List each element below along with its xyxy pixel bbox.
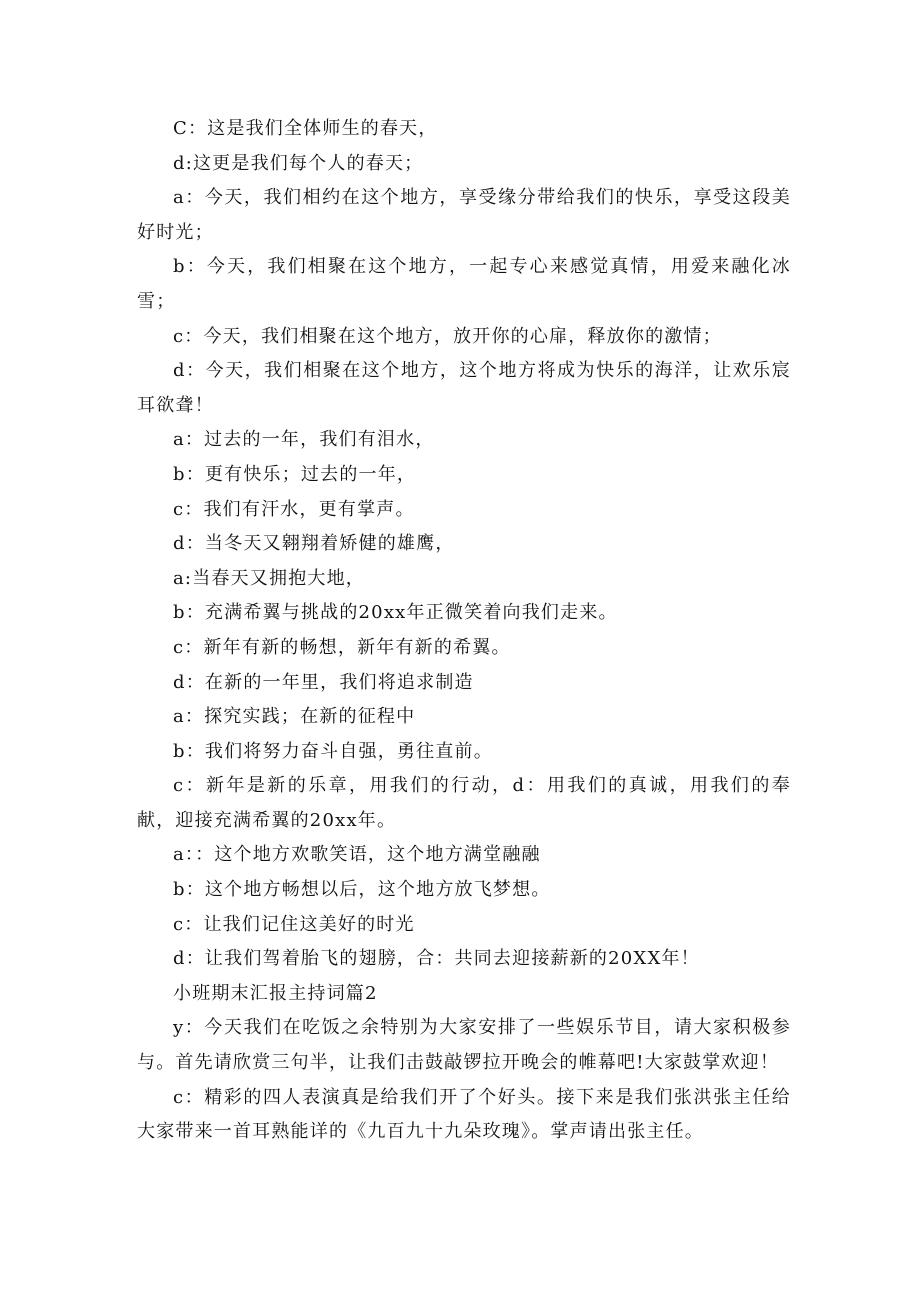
paragraph: C：这是我们全体师生的春天， xyxy=(173,118,438,139)
paragraph: d：当冬天又翱翔着矫健的雄鹰， xyxy=(173,533,455,555)
paragraph: a:当春天又拥抱大地， xyxy=(173,567,365,589)
paragraph: c：新年有新的畅想，新年有新的希翼。 xyxy=(173,636,511,658)
paragraph: c：我们有汗水，更有掌声。 xyxy=(173,498,415,520)
paragraph: d：在新的一年里，我们将追求制造 xyxy=(173,671,474,693)
paragraph: c：今天，我们相聚在这个地方，放开你的心扉，释放你的激情； xyxy=(173,325,722,347)
paragraph: a：：这个地方欢歌笑语，这个地方满堂融融 xyxy=(173,844,541,866)
paragraph: b：这个地方畅想以后，这个地方放飞梦想。 xyxy=(173,879,551,901)
paragraph: a：今天，我们相约在这个地方，享受缘分带给我们的快乐，享受这段美好时光； xyxy=(137,187,791,243)
section-heading: 小班期末汇报主持词篇2 xyxy=(173,982,378,1004)
paragraph: d：今天，我们相聚在这个地方，这个地方将成为快乐的海洋，让欢乐宸耳欲聋！ xyxy=(137,360,791,416)
paragraph: y：今天我们在吃饭之余特别为大家安排了一些娱乐节目，请大家积极参与。首先请欣赏三句半，让我们击鼓敲锣拉开晚会的帷幕吧!大家鼓掌欢迎！ xyxy=(137,1017,791,1074)
paragraph: a：过去的一年，我们有泪水， xyxy=(173,429,435,451)
paragraph: b：更有快乐；过去的一年， xyxy=(173,463,417,485)
paragraph: b：今天，我们相聚在这个地方，一起专心来感觉真情，用爱来融化冰雪； xyxy=(137,256,791,312)
paragraph: c：新年是新的乐章，用我们的行动，d：用我们的真诚，用我们的奉献，迎接充满希翼的20xx年。 xyxy=(137,775,791,831)
paragraph: c：让我们记住这美好的时光 xyxy=(173,913,415,935)
paragraph: a：探究实践；在新的征程中 xyxy=(173,706,416,728)
document-body xyxy=(137,112,791,1150)
paragraph: c：精彩的四人表演真是给我们开了个好头。接下来是我们张洪张主任给大家带来一首耳熟能详的《九百九十九朵玫瑰》。掌声请出张主任。 xyxy=(137,1086,791,1143)
paragraph: b：我们将努力奋斗自强，勇往直前。 xyxy=(173,740,493,762)
paragraph: d：让我们驾着胎飞的翅膀，合：共同去迎接薪新的20XX年！ xyxy=(173,948,700,970)
paragraph: b：充满希翼与挑战的20xx年正微笑着向我们走来。 xyxy=(173,602,618,624)
paragraph: d:这更是我们每个人的春天； xyxy=(173,152,424,174)
